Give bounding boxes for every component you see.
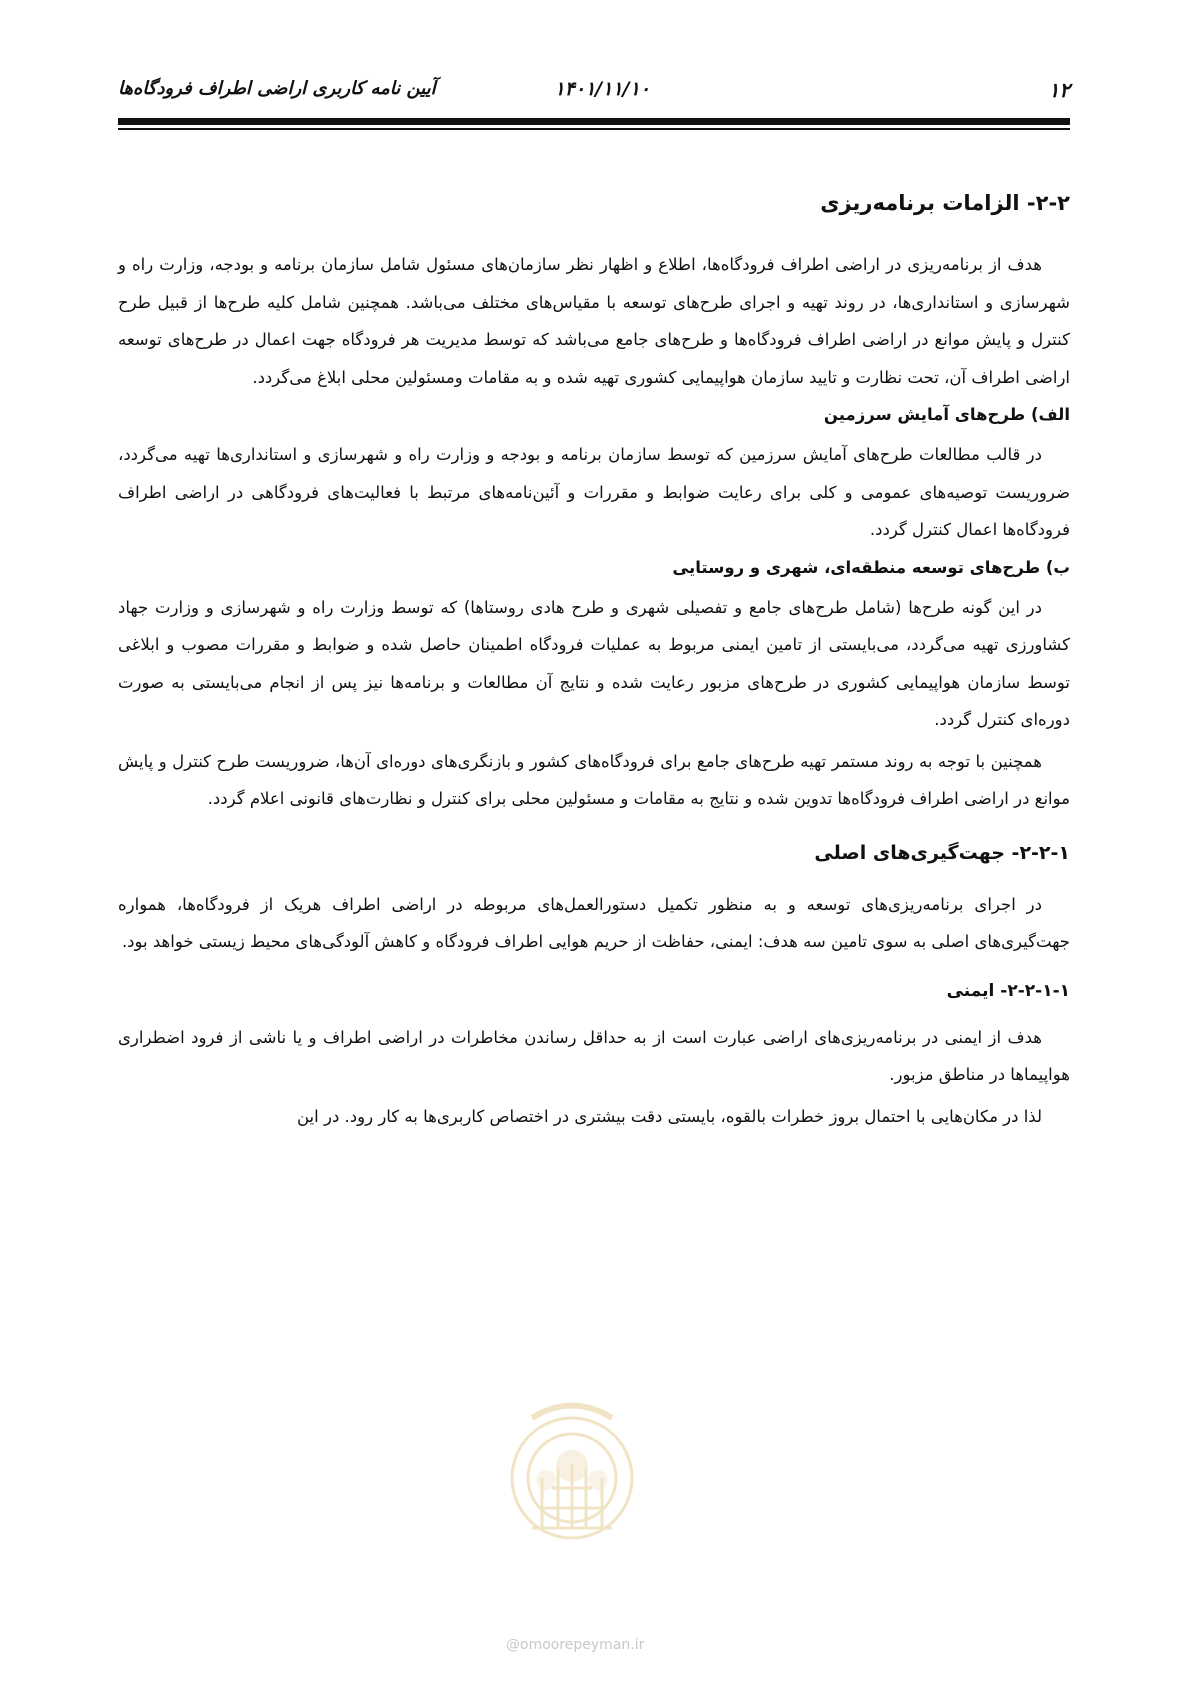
watermark-logo-icon: [492, 1388, 652, 1548]
section-paragraph-2: در قالب مطالعات طرح‌های آمایش سرزمین که توسط سازمان برنامه و بودجه و وزارت راه و شهرسازی و استانداری‌ها تهیه می‌گردد، ضروریست توصیه‌های عمومی و کلی برای رعایت ضوابط و مقررات و آئین‌نامه‌های مرتبط با فعالیت‌های فرودگاهی در اراضی اطراف فرودگاه‌ها اعمال کنترل گردد.: [118, 445, 1070, 539]
header-rule-thin: [118, 128, 1070, 130]
header-rule-thick: [118, 118, 1070, 125]
page-content: [118, 188, 1070, 1139]
page-header: [118, 72, 1070, 112]
subsection-paragraph-1: در اجرای برنامه‌ریزی‌های توسعه و به منظور تکمیل دستورالعمل‌های مربوطه در اراضی اطراف هریک از فرودگاه‌ها، همواره جهت‌گیری‌های اصلی به سوی تامین سه هدف: ایمنی، حفاظت از حریم هوایی اطراف فرودگاه و کاهش آلودگی‌های محیط زیستی خواهد بود.: [118, 894, 1070, 951]
section-heading: ۲-۲- الزامات برنامه‌ریزی: [820, 191, 1070, 215]
section-paragraph-3: در این گونه طرح‌ها (شامل طرح‌های جامع و تفصیلی شهری و طرح هادی روستاها) که توسط وزارت راه و شهرسازی و وزارت جهاد کشاورزی تهیه می‌گردد، می‌بایستی از تامین ایمنی مربوط به عملیات فرودگاه اطمینان حاصل شده و ضوابط و مقررات مصوب و ابلاغی توسط سازمان هواپیمایی کشوری در طرح‌های مزبور رعایت شده و نتایج آن مطالعات و برنامه‌ها نیز پس از انجام می‌بایستی به صورت دوره‌ای کنترل گردد.: [118, 597, 1070, 729]
header-date: ۱۴۰۱/۱۱/۱۰: [554, 78, 650, 100]
subheading-a: الف) طرح‌های آمایش سرزمین: [823, 405, 1070, 424]
header-document-title: آیین نامه کاربری اراضی اطراف فرودگاه‌ها: [118, 78, 436, 99]
subsubsection-paragraph-1: هدف از ایمنی در برنامه‌ریزی‌های اراضی عبارت است از به حداقل رساندن مخاطرات در اراضی اطراف و یا ناشی از فرود اضطراری هواپیماها در مناطق مزبور.: [118, 1027, 1070, 1084]
watermark-url: @omoorepeyman.ir: [506, 1637, 645, 1653]
page-number: ۱۲: [1048, 78, 1070, 102]
section-paragraph-4: همچنین با توجه به روند مستمر تهیه طرح‌های جامع برای فرودگاه‌های کشور و بازنگری‌های دوره‌ای آن‌ها، ضروریست طرح کنترل و پایش موانع در اراضی اطراف فرودگاه‌ها تدوین شده و نتایج به مقامات و مسئولین محلی برای کنترل و نظارت‌های قانونی اعلام گردد.: [118, 751, 1070, 808]
subsubsection-heading: ۲-۲-۱-۱- ایمنی: [946, 980, 1070, 1001]
subheading-b: ب) طرح‌های توسعه منطقه‌ای، شهری و روستایی: [672, 557, 1070, 577]
section-paragraph-1: هدف از برنامه‌ریزی در اراضی اطراف فرودگاه‌ها، اطلاع و اظهار نظر سازمان‌های مسئول شامل سازمان برنامه و بودجه، وزارت راه و شهرسازی و استانداری‌ها، در روند تهیه و اجرای طرح‌های توسعه با مقیاس‌های مختلف می‌باشد. همچنین شامل کلیه طرح‌ها از قبیل طرح کنترل و پایش موانع در اراضی اطراف فرودگاه‌ها و طرح‌های جامع می‌باشد که توسط مدیریت هر فرودگاه جهت اعمال در طرح‌های توسعه اراضی اطراف آن، تحت نظارت و تایید سازمان هواپیمایی کشوری تهیه شده و به مقامات ومسئولین محلی ابلاغ می‌گردد.: [118, 255, 1070, 387]
subsection-heading: ۲-۲-۱- جهت‌گیری‌های اصلی: [814, 841, 1070, 864]
subsubsection-paragraph-2: لذا در مکان‌هایی با احتمال بروز خطرات بالقوه، بایستی دقت بیشتری در اختصاص کاربری‌ها به کار رود. در این: [297, 1106, 1042, 1126]
